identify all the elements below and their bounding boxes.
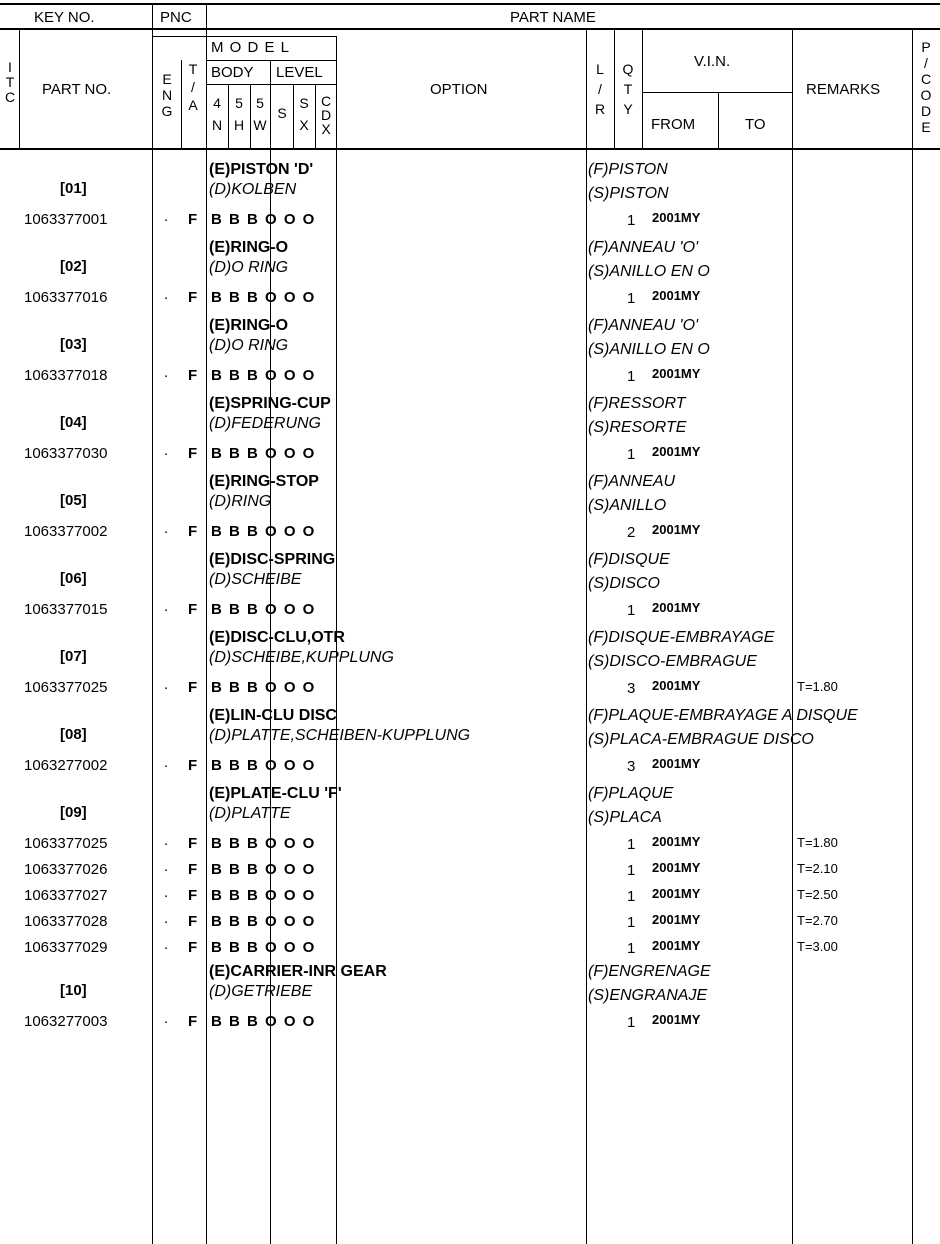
part-number: 1063377026 — [24, 861, 108, 878]
part-number: 1063377002 — [24, 523, 108, 540]
part-number: 1063377025 — [24, 679, 108, 696]
quantity: 1 — [627, 862, 636, 879]
option-name-fr: (F)ANNEAU 'O' — [588, 317, 699, 334]
model-codes: B B B O O O — [211, 913, 315, 930]
model-top-line — [152, 36, 336, 37]
part-number: 1063377027 — [24, 887, 108, 904]
body-col-letter: 5 — [256, 95, 264, 111]
body-col-letter: 4 — [213, 95, 221, 111]
option-name-de: (D)FEDERUNG — [209, 415, 321, 432]
vin-from: 2001MY — [652, 938, 701, 953]
eng-dot: . — [164, 884, 169, 901]
part-no-header: PART NO. — [42, 81, 112, 98]
from-header: FROM — [651, 116, 696, 133]
vin-from: 2001MY — [652, 444, 701, 459]
body-level-line — [206, 84, 336, 85]
option-name-fr: (F)DISQUE-EMBRAYAGE — [588, 629, 775, 646]
part-number: 1063377018 — [24, 367, 108, 384]
option-name-de: (D)PLATTE,SCHEIBEN-KUPPLUNG — [209, 727, 471, 744]
key-no: [05] — [60, 492, 87, 509]
part-number: 1063377025 — [24, 835, 108, 852]
col-line-remarks — [792, 28, 793, 1244]
option-name-en: (E)LIN-CLU DISC — [209, 707, 337, 724]
ta-code: F — [188, 679, 198, 696]
part-name-header: PART NAME — [510, 9, 596, 26]
pcode-letter: D — [920, 103, 932, 119]
body-col-letter: N — [211, 117, 223, 133]
ta-code: F — [188, 367, 198, 384]
body-col-letter: W — [253, 117, 267, 133]
part-number: 1063277003 — [24, 1013, 108, 1030]
level-col-letter: X — [321, 121, 331, 137]
vin-from: 2001MY — [652, 288, 701, 303]
model-codes: B B B O O O — [211, 523, 315, 540]
remarks: T=2.50 — [797, 887, 838, 902]
ta-code: F — [188, 887, 198, 904]
key-no: [01] — [60, 180, 87, 197]
body-col-letter: 5 — [235, 95, 243, 111]
col-line-vin — [642, 28, 643, 150]
quantity: 3 — [627, 680, 636, 697]
vin-from: 2001MY — [652, 210, 701, 225]
remarks: T=2.70 — [797, 913, 838, 928]
key-no: [07] — [60, 648, 87, 665]
key-no: [04] — [60, 414, 87, 431]
part-number: 1063277002 — [24, 757, 108, 774]
option-name-fr: (F)ENGRENAGE — [588, 963, 711, 980]
pcode-letter: P — [921, 39, 931, 55]
eng-letter: G — [161, 103, 173, 119]
model-codes: B B B O O O — [211, 601, 315, 618]
col-line-pnc — [152, 3, 153, 1244]
option-name-fr: (F)ANNEAU — [588, 473, 676, 490]
eng-dot: . — [164, 364, 169, 381]
pcode-letter: O — [920, 87, 932, 103]
option-name-de: (D)PLATTE — [209, 805, 291, 822]
level-col-letter: S — [277, 105, 287, 121]
eng-letter: N — [161, 87, 173, 103]
quantity: 1 — [627, 290, 636, 307]
remarks: T=2.10 — [797, 861, 838, 876]
model-codes: B B B O O O — [211, 445, 315, 462]
level-header: LEVEL — [276, 64, 323, 81]
eng-dot: . — [164, 286, 169, 303]
vin-from: 2001MY — [652, 366, 701, 381]
quantity: 1 — [627, 1014, 636, 1031]
quantity: 1 — [627, 888, 636, 905]
option-name-es: (S)RESORTE — [588, 419, 687, 436]
option-name-fr: (F)PISTON — [588, 161, 668, 178]
col-line-itc — [19, 28, 20, 150]
model-codes: B B B O O O — [211, 1013, 315, 1030]
itc-letter: I — [8, 59, 12, 75]
model-codes: B B B O O O — [211, 679, 315, 696]
col-line-to — [718, 92, 719, 150]
ta-code: F — [188, 757, 198, 774]
vin-from: 2001MY — [652, 886, 701, 901]
col-line-body2 — [250, 84, 251, 150]
key-no: [09] — [60, 804, 87, 821]
model-codes: B B B O O O — [211, 939, 315, 956]
header-line-2 — [0, 28, 940, 30]
option-name-es: (S)DISCO-EMBRAGUE — [588, 653, 757, 670]
remarks: T=3.00 — [797, 939, 838, 954]
quantity: 1 — [627, 836, 636, 853]
option-name-en: (E)RING-O — [209, 317, 289, 334]
key-no: [02] — [60, 258, 87, 275]
option-name-en: (E)SPRING-CUP — [209, 395, 331, 412]
option-name-es: (S)ENGRANAJE — [588, 987, 708, 1004]
key-no-header: KEY NO. — [34, 9, 95, 26]
to-header: TO — [745, 116, 766, 133]
eng-dot: . — [164, 910, 169, 927]
key-no: [03] — [60, 336, 87, 353]
col-line-level2 — [315, 84, 316, 150]
ta-letter: / — [191, 79, 195, 95]
vin-line — [642, 92, 792, 93]
option-name-de: (D)O RING — [209, 337, 289, 354]
part-number: 1063377028 — [24, 913, 108, 930]
model-codes: B B B O O O — [211, 887, 315, 904]
col-line-lr — [586, 28, 587, 1244]
ta-code: F — [188, 445, 198, 462]
ta-code: F — [188, 861, 198, 878]
option-name-en: (E)DISC-CLU,OTR — [209, 629, 345, 646]
ta-code: F — [188, 939, 198, 956]
option-name-de: (D)SCHEIBE — [209, 571, 302, 588]
quantity: 1 — [627, 602, 636, 619]
option-name-es: (S)ANILLO EN O — [588, 263, 710, 280]
eng-dot: . — [164, 1010, 169, 1027]
key-no: [06] — [60, 570, 87, 587]
model-codes: B B B O O O — [211, 861, 315, 878]
key-no: [08] — [60, 726, 87, 743]
level-col-letter: D — [320, 107, 332, 123]
pcode-letter: C — [920, 71, 932, 87]
option-name-en: (E)RING-STOP — [209, 473, 319, 490]
itc-letter: C — [4, 89, 16, 105]
level-col-letter: X — [299, 117, 309, 133]
body-header: BODY — [211, 64, 254, 81]
part-number: 1063377030 — [24, 445, 108, 462]
option-name-es: (S)DISCO — [588, 575, 660, 592]
vin-from: 2001MY — [652, 756, 701, 771]
model-codes: B B B O O O — [211, 835, 315, 852]
option-name-es: (S)ANILLO EN O — [588, 341, 710, 358]
ta-code: F — [188, 211, 198, 228]
ta-code: F — [188, 289, 198, 306]
option-name-fr: (F)ANNEAU 'O' — [588, 239, 699, 256]
option-name-es: (S)ANILLO — [588, 497, 667, 514]
qty-letter: Q — [622, 61, 634, 77]
eng-dot: . — [164, 832, 169, 849]
option-name-de: (D)KOLBEN — [209, 181, 297, 198]
lr-letter: L — [596, 61, 604, 77]
ta-code: F — [188, 1013, 198, 1030]
level-col-letter: C — [320, 93, 332, 109]
quantity: 1 — [627, 914, 636, 931]
option-name-fr: (F)RESSORT — [588, 395, 686, 412]
option-name-de: (D)O RING — [209, 259, 289, 276]
header-bottom-line — [0, 148, 940, 150]
option-name-de: (D)RING — [209, 493, 272, 510]
option-name-es: (S)PLACA-EMBRAGUE DISCO — [588, 731, 814, 748]
option-name-en: (E)PISTON 'D' — [209, 161, 314, 178]
ta-code: F — [188, 523, 198, 540]
vin-from: 2001MY — [652, 912, 701, 927]
model-subline — [206, 60, 336, 61]
header-top-line — [0, 3, 940, 5]
lr-letter: R — [594, 101, 606, 117]
qty-letter: T — [623, 81, 633, 97]
quantity: 1 — [627, 368, 636, 385]
option-name-en: (E)CARRIER-INR GEAR — [209, 963, 387, 980]
remarks: T=1.80 — [797, 679, 838, 694]
itc-letter: T — [5, 74, 15, 90]
model-codes: B B B O O O — [211, 289, 315, 306]
ta-code: F — [188, 601, 198, 618]
option-name-de: (D)GETRIEBE — [209, 983, 313, 1000]
col-line-qty — [614, 28, 615, 150]
option-name-en: (E)DISC-SPRING — [209, 551, 336, 568]
model-codes: B B B O O O — [211, 757, 315, 774]
quantity: 3 — [627, 758, 636, 775]
option-name-en: (E)RING-O — [209, 239, 289, 256]
ta-letter: T — [188, 61, 198, 77]
option-name-de: (D)SCHEIBE,KUPPLUNG — [209, 649, 394, 666]
part-number: 1063377001 — [24, 211, 108, 228]
quantity: 1 — [627, 212, 636, 229]
eng-dot: . — [164, 676, 169, 693]
option-name-fr: (F)PLAQUE — [588, 785, 674, 802]
option-name-fr: (F)DISQUE — [588, 551, 670, 568]
eng-dot: . — [164, 598, 169, 615]
level-col-letter: S — [299, 95, 309, 111]
option-name-es: (S)PLACA — [588, 809, 662, 826]
col-line-level1 — [293, 84, 294, 150]
vin-from: 2001MY — [652, 678, 701, 693]
eng-dot: . — [164, 858, 169, 875]
col-line-pcode — [912, 28, 913, 1244]
qty-letter: Y — [623, 101, 633, 117]
eng-dot: . — [164, 754, 169, 771]
vin-from: 2001MY — [652, 860, 701, 875]
eng-dot: . — [164, 520, 169, 537]
model-codes: B B B O O O — [211, 367, 315, 384]
eng-dot: . — [164, 936, 169, 953]
body-col-letter: H — [233, 117, 245, 133]
key-no: [10] — [60, 982, 87, 999]
part-number: 1063377016 — [24, 289, 108, 306]
option-name-en: (E)PLATE-CLU 'F' — [209, 785, 342, 802]
pnc-header: PNC — [160, 9, 192, 26]
col-line-ta — [206, 3, 207, 1244]
lr-letter: / — [598, 81, 602, 97]
option-header: OPTION — [430, 81, 488, 98]
quantity: 1 — [627, 940, 636, 957]
ta-code: F — [188, 913, 198, 930]
vin-from: 2001MY — [652, 522, 701, 537]
option-name-fr: (F)PLAQUE-EMBRAYAGE A DISQUE — [588, 707, 858, 724]
eng-dot: . — [164, 442, 169, 459]
quantity: 1 — [627, 446, 636, 463]
ta-code: F — [188, 835, 198, 852]
option-name-es: (S)PISTON — [588, 185, 669, 202]
eng-letter: E — [162, 71, 172, 87]
part-number: 1063377015 — [24, 601, 108, 618]
model-codes: B B B O O O — [211, 211, 315, 228]
remarks: T=1.80 — [797, 835, 838, 850]
pcode-letter: / — [924, 55, 928, 71]
col-line-body1 — [228, 84, 229, 150]
vin-from: 2001MY — [652, 600, 701, 615]
col-line-eng — [181, 60, 182, 150]
quantity: 2 — [627, 524, 636, 541]
eng-dot: . — [164, 208, 169, 225]
vin-from: 2001MY — [652, 1012, 701, 1027]
vin-header: V.I.N. — [694, 53, 731, 70]
remarks-header: REMARKS — [806, 81, 881, 98]
model-header: M O D E L — [211, 39, 291, 56]
vin-from: 2001MY — [652, 834, 701, 849]
part-number: 1063377029 — [24, 939, 108, 956]
pcode-letter: E — [921, 119, 931, 135]
ta-letter: A — [188, 97, 198, 113]
